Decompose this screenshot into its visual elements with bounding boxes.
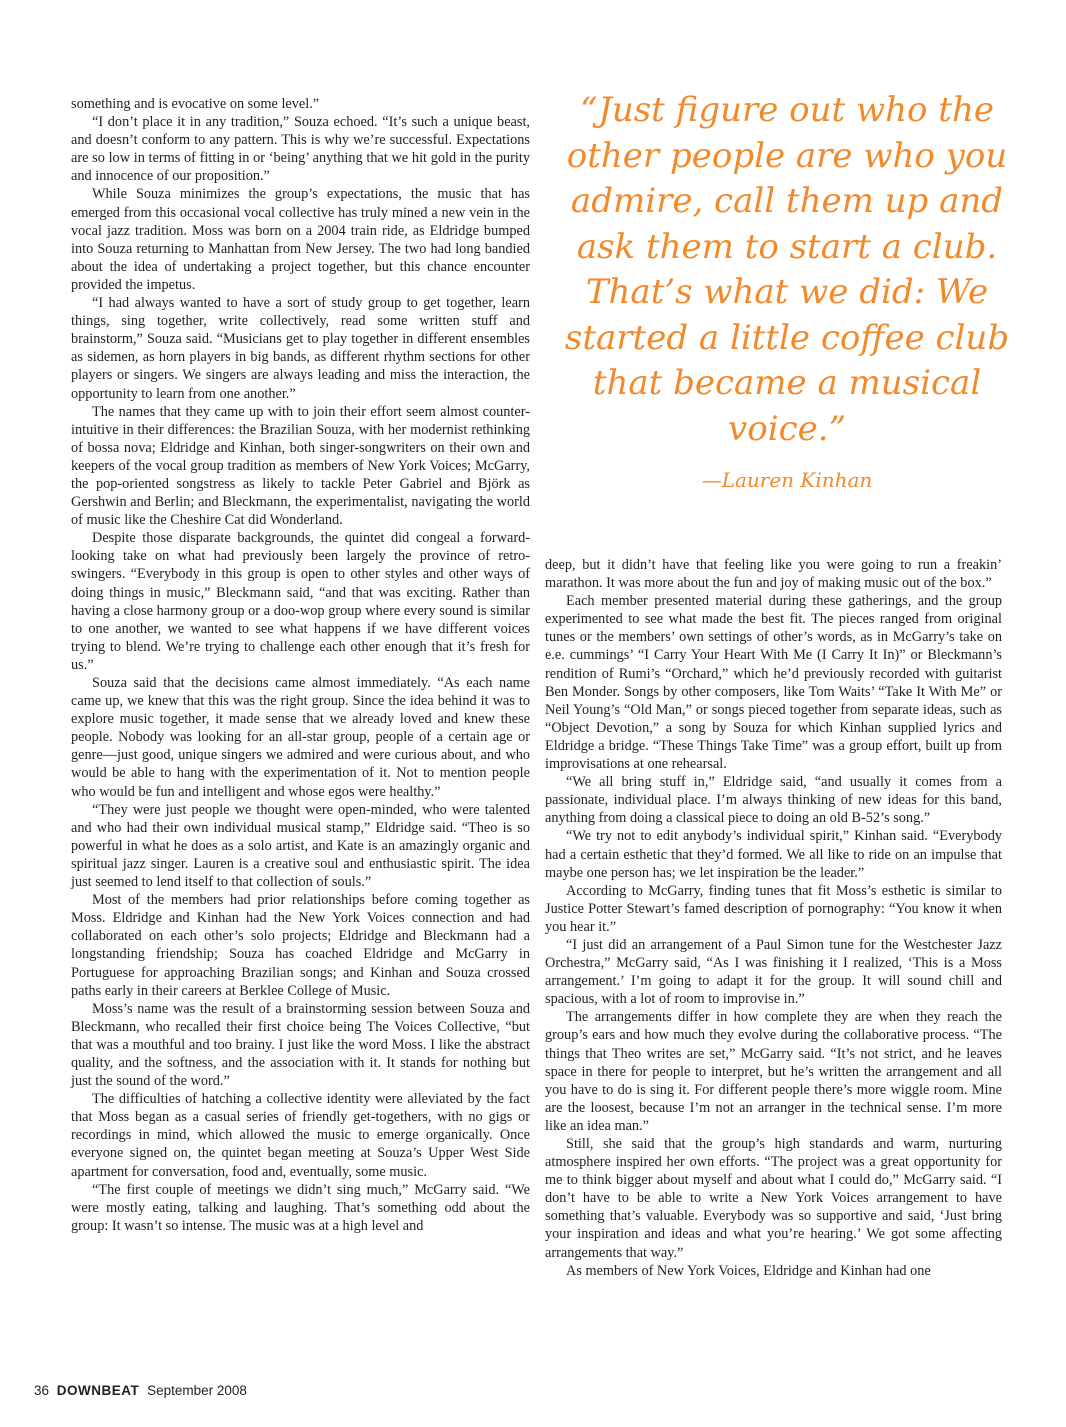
pull-quote-attribution: —Lauren Kinhan (701, 468, 873, 492)
paragraph: “We all bring stuff in,” Eldridge said, “and usually it comes from a passionate, individual place. I’m always thinking of new ideas for this band, anything from doing a classical piece to doing an old B-52’s song.” (545, 774, 1002, 827)
paragraph: “I had always wanted to have a sort of study group to get together, learn things, sing together, write collectively, read some written stuff and brainstorm,” Souza said. “Musicians get to play together in different ensembles as sidemen, as horn players in big bands, as different rhythm sections for other players or singers. We singers are always leading and miss the interaction, the opportunity to learn from one another.” (71, 295, 530, 402)
paragraph: As members of New York Voices, Eldridge and Kinhan had one (566, 1262, 931, 1279)
paragraph: Despite those disparate backgrounds, the quintet did congeal a forward-looking take on what had previously been largely the province of retro-swingers. “Everybody in this group is open to other styles and other ways of doing things in music,” Bleckmann said, “and that was exciting. Rather than having a close harmony group or a doo-wop group where every sound is similar to one another, we wanted to see what happens if we have different voices trying to blend. We’re trying to challenge each other enough that it’s fresh for us.” (71, 530, 530, 673)
magazine-name: DOWNBEAT (56, 1383, 140, 1398)
issue-date: September 2008 (147, 1383, 247, 1398)
paragraph: According to McGarry, finding tunes that fit Moss’s esthetic is similar to Justice Potter Stewart’s famed description of pornography: “You know it when you hear it.” (545, 882, 1002, 935)
pull-quote: “Just figure out who the other people are who you admire, call them up and ask them to start a club. That’s what we did: We started a little coffee club that became a musical voice.” (564, 90, 1010, 449)
paragraph: “I just did an arrangement of a Paul Simon tune for the Westchester Jazz Orchestra,” McGarry said, “As I was finishing it I realized, ‘This is a Moss arrangement.’ I’m going to adapt it for the group. It will sound chill and spacious, with a lot of room to improvise in.” (545, 936, 1002, 1008)
paragraph: Still, she said that the group’s high standards and warm, nurturing atmosphere inspired her own efforts. “The project was a great opportunity for me to think bigger about myself and about what I could do,” McGarry said. “I don’t have to be able to write a New York Voices arrangement to have something that’s valuable. Everybody was so supportive and said, ‘Just bring your inspiration and ideas and what you’re hearing.’ We got some affecting arrangements that way.” (545, 1136, 1002, 1261)
article-column-right (545, 556, 1002, 1280)
article-column-left (71, 95, 530, 1235)
page-number: 36 (34, 1383, 50, 1398)
paragraph: Each member presented material during these gatherings, and the group experimented to see what made the best fit. The pieces ranged from original tunes or the members’ own settings of other’s words, as in McGarry’s take on e.e. cummings’ “I Carry Your Heart With Me (I Carry It In)” or Bleckmann’s rendition of Rumi’s “Orchard,” which he’d previously recorded with guitarist Ben Monder. Songs by other composers, like Tom Waits’ “Take It With Me” or Neil Young’s “Old Man,” or songs pieced together from separate ideas, such as “Object Devotion,” a song by Souza for which Kinhan supplied lyrics and Eldridge a bridge. “These Things Take Time” was a group effort, built up from improvisations at one rehearsal. (545, 593, 1002, 773)
paragraph: deep, but it didn’t have that feeling like you were going to run a freakin’ marathon. It was more about the fun and joy of making music out of the box.” (545, 557, 1002, 592)
paragraph: something and is evocative on some level.” (71, 96, 320, 112)
paragraph: The names that they came up with to join their effort seem almost counter-intuitive in their differences: the Brazilian Souza, with her modernist rethinking of bossa nova; Eldridge and Kinhan, both singer-songwriters on their own and keepers of the vocal group tradition as members of New York Voices; McGarry, the pop-oriented songstress as likely to tackle Peter Gabriel and Björk as Gershwin and Berlin; and Bleckmann, the experimentalist, navigating the world of music like the Cheshire Cat did Wonderland. (71, 403, 530, 529)
paragraph: Most of the members had prior relationships before coming together as Moss. Eldridge and Kinhan had the New York Voices connection and had collaborated on each other’s solo projects; Eldridge and Bleckmann had a longstanding friendship; Souza has coached Eldridge and McGarry in Portuguese for approaching Brazilian songs; and Kinhan and Souza crossed paths early in their careers at Berklee College of Music. (71, 892, 530, 999)
paragraph: “They were just people we thought were open-minded, who were talented and who had their own individual musical stamp,” Eldridge said. “Theo is so powerful in what he does as a solo artist, and Kate is an amazingly organic and spiritual jazz singer. Lauren is a creative soul and enthusiastic spirit. The idea just seemed to lend itself to that collection of souls.” (71, 801, 530, 891)
page-footer (34, 1383, 247, 1398)
paragraph: The arrangements differ in how complete they are when they reach the group’s ears and how much they evolve during the collaborative process. “The things that Theo writes are set,” McGarry said. “It’s not strict, and he leaves space in there for people to interpret, but he’s written the arrangement and all you have to do is sing it. For different people there’s more wiggle room. Mine are the loosest, because I’m not an arranger in the technical sense. I’m more like an idea man.” (545, 1009, 1002, 1134)
paragraph: Souza said that the decisions came almost immediately. “As each name came up, we knew that this was the right group. Since the idea behind it was to explore music together, it made sense that we already loved and knew these people. Nobody was looking for an all-star group, people of a certain age or genre—just good, unique singers we admired and were curious about, and who would be able to hang with the experimentation of it. Not to mention people who would be fun and intelligent and whose egos were healthy.” (71, 675, 530, 800)
paragraph: The difficulties of hatching a collective identity were alleviated by the fact that Moss began as a casual series of friendly get-togethers, with no gigs or recordings in mind, which allowed the music to emerge organically. Once everyone signed on, the quintet began meeting at Souza’s Upper West Side apartment for conversation, food and, eventually, some music. (71, 1091, 530, 1180)
paragraph: Moss’s name was the result of a brainstorming session between Souza and Bleckmann, who recalled their first choice being The Voices Collective, “but that was a mouthful and too brainy. I just like the word Moss. I like the abstract quality, and the softness, and the association with it. It stands for nothing but just the sound of the word.” (71, 1000, 530, 1090)
paragraph: “The first couple of meetings we didn’t sing much,” McGarry said. “We were mostly eating, talking and laughing. That’s something odd about the group: It wasn’t so intense. The music was at a high level and (71, 1181, 530, 1234)
paragraph: “I don’t place it in any tradition,” Souza echoed. “It’s such a unique beast, and doesn’t conform to any pattern. This is why we’re successful. Expectations are so low in terms of fitting in or ‘being’ anything that we hit gold in the purity and innocence of our proposition.” (71, 114, 530, 185)
paragraph: While Souza minimizes the group’s expectations, the music that has emerged from this occasional vocal collective has truly mined a new vein in the vocal jazz tradition. Moss was born on a 2004 train ride, as Eldridge bumped into Souza returning to Manhattan from New Jersey. The two had long bandied about the idea of undertaking a project together, but this chance encounter provided the impetus. (71, 186, 530, 293)
paragraph: “We try not to edit anybody’s individual spirit,” Kinhan said. “Everybody had a certain esthetic that they’d formed. We all like to ride on an impulse that maybe one person has; we let inspiration be the leader.” (545, 828, 1002, 881)
